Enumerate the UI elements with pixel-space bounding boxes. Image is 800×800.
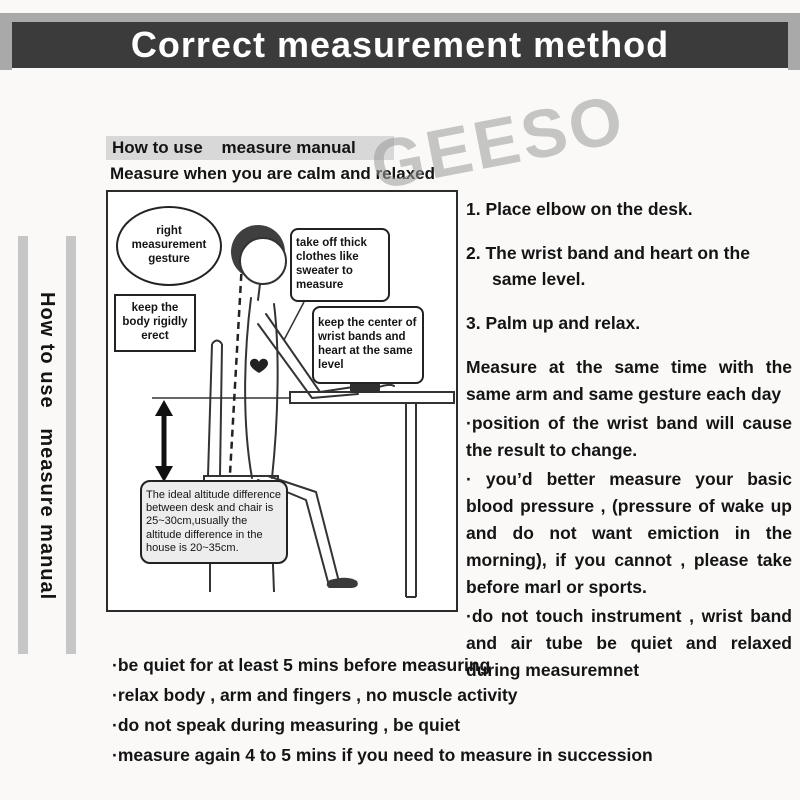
section-subheading: Measure when you are calm and relaxed: [110, 164, 436, 183]
tip-be-quiet: ·be quiet for at least 5 mins before measuring: [112, 655, 491, 675]
vertical-section-label: How to use measure manual: [36, 291, 58, 601]
heart-icon: [250, 359, 268, 373]
left-frame-bar: [0, 13, 12, 70]
step-1: 1. Place elbow on the desk.: [466, 199, 693, 219]
callout-wrist-heart-level: keep the center of wrist bands and heart at the same level: [312, 306, 424, 384]
sidebar-rule-right: [66, 236, 76, 654]
slipper: [327, 578, 358, 588]
tip-measure-again: ·measure again 4 to 5 mins if you need to measure in succession: [112, 745, 653, 765]
bottom-tips-list: [112, 650, 677, 770]
measurement-illustration: [106, 190, 458, 612]
sidebar-rule-left: [18, 236, 28, 654]
step-2: 2. The wrist band and heart on the same level.: [466, 243, 750, 289]
header-banner: [12, 22, 788, 68]
face: [240, 238, 286, 284]
measurement-notes: [466, 354, 792, 684]
tip-relax-body: ·relax body , arm and fingers , no muscle activity: [112, 685, 518, 705]
note-band-position: ·position of the wrist band will cause the result to change.: [466, 413, 792, 460]
desk: [290, 392, 454, 597]
callout-altitude-difference: The ideal altitude difference between desk and chair is 25~30cm,usually the altitude difference in the house is 20~35cm.: [140, 480, 288, 564]
brand-watermark: GEESO: [364, 80, 632, 205]
tip-do-not-speak: ·do not speak during measuring , be quiet: [112, 715, 461, 735]
note-basic-pressure: · you’d better measure your basic blood pressure , (pressure of wake up and do not want emiction in the morning), if you cannot , please take before marl or sports.: [466, 469, 792, 597]
height-difference-arrow: [155, 400, 173, 482]
step-3: 3. Palm up and relax.: [466, 313, 641, 333]
callout-body-erect: keep the body rigidly erect: [114, 294, 196, 352]
page-title: Correct measurement method: [130, 24, 670, 65]
posture-dashed-line: [230, 262, 242, 474]
section-heading: How to use measure manual: [106, 136, 394, 160]
callout-take-off-clothes: take off thick clothes like sweater to measure: [290, 228, 390, 302]
note-do-not-touch: ·do not touch instrument , wrist band and air tube be quiet and relaxed during measuremnet: [466, 606, 792, 680]
note-same-time: Measure at the same time with the same arm and same gesture each day: [466, 357, 792, 404]
callout-right-gesture: right measurement gesture: [116, 206, 222, 286]
instructions-column: [466, 196, 792, 686]
right-frame-bar: [788, 13, 800, 70]
callout-pointer-line: [284, 302, 304, 340]
